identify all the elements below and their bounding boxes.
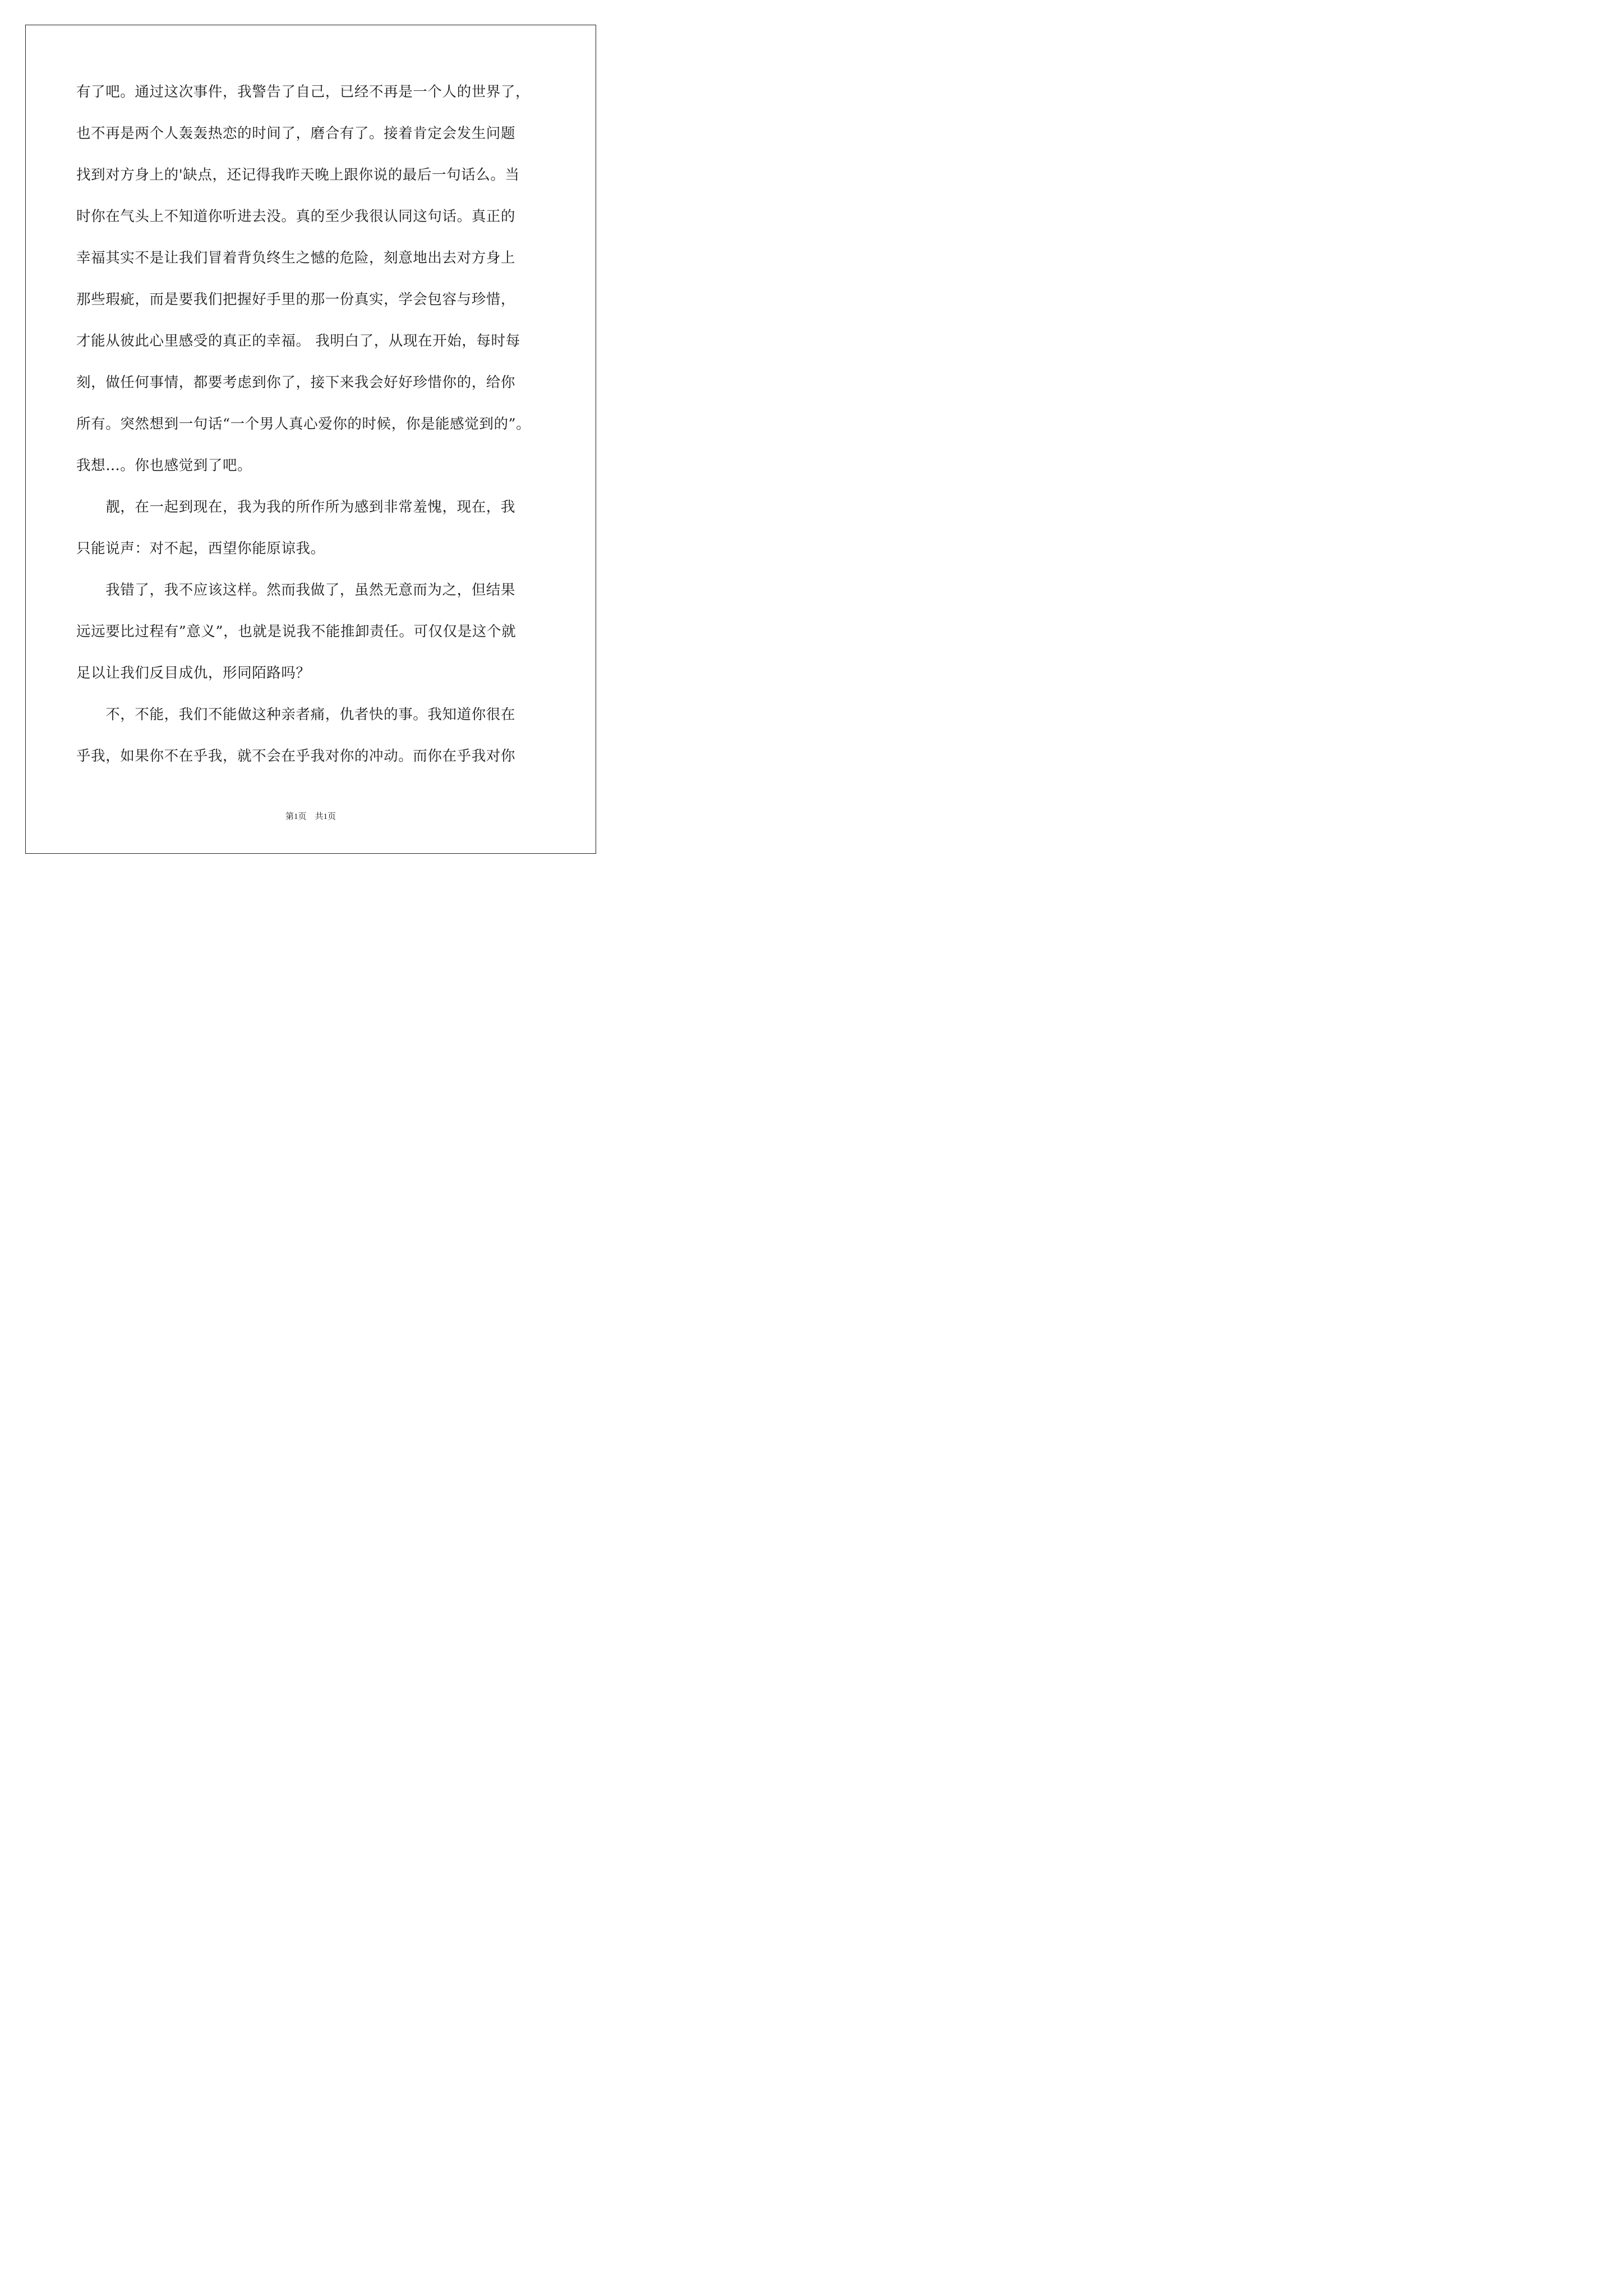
text-line: 时你在气头上不知道你听进去没。真的至少我很认同这句话。真正的: [76, 208, 516, 225]
page-border: [25, 25, 596, 854]
text-line: 找到对方身上的'缺点，还记得我昨天晚上跟你说的最后一句话么。当: [76, 167, 520, 183]
text-line: 所有。突然想到一句话“一个男人真心爱你的时候，你是能感觉到的”。: [76, 416, 531, 432]
text-line: 只能说声：对不起，西望你能原谅我。: [76, 540, 325, 557]
text-line: 刻，做任何事情，都要考虑到你了，接下来我会好好珍惜你的，给你: [76, 374, 516, 391]
text-line: 乎我，如果你不在乎我，就不会在乎我对你的冲动。而你在乎我对你: [76, 748, 516, 765]
text-line: 足以让我们反目成仇，形同陌路吗？: [76, 665, 311, 682]
text-line: 不，不能，我们不能做这种亲者痛，仇者快的事。我知道你很在: [76, 706, 516, 723]
text-line: 靓，在一起到现在，我为我的所作所为感到非常羞愧，现在，我: [76, 499, 516, 516]
text-line: 那些瑕疵，而是要我们把握好手里的那一份真实，学会包容与珍惜，: [76, 291, 516, 308]
text-line: 才能从彼此心里感受的真正的幸福。 我明白了，从现在开始，每时每: [76, 333, 520, 349]
text-line: 远远要比过程有”意义”，也就是说我不能推卸责任。可仅仅是这个就: [76, 623, 517, 640]
text-line: 也不再是两个人轰轰热恋的时间了，磨合有了。接着肯定会发生问题: [76, 125, 516, 142]
text-line: 我想…。你也感觉到了吧。: [76, 457, 252, 474]
page-number-footer: 第1页 共1页: [285, 812, 336, 821]
text-line: 有了吧。通过这次事件，我警告了自己，已经不再是一个人的世界了，: [76, 84, 531, 100]
text-line: 我错了，我不应该这样。然而我做了，虽然无意而为之，但结果: [76, 582, 516, 599]
text-line: 幸福其实不是让我们冒着背负终生之憾的危险，刻意地出去对方身上: [76, 250, 516, 266]
